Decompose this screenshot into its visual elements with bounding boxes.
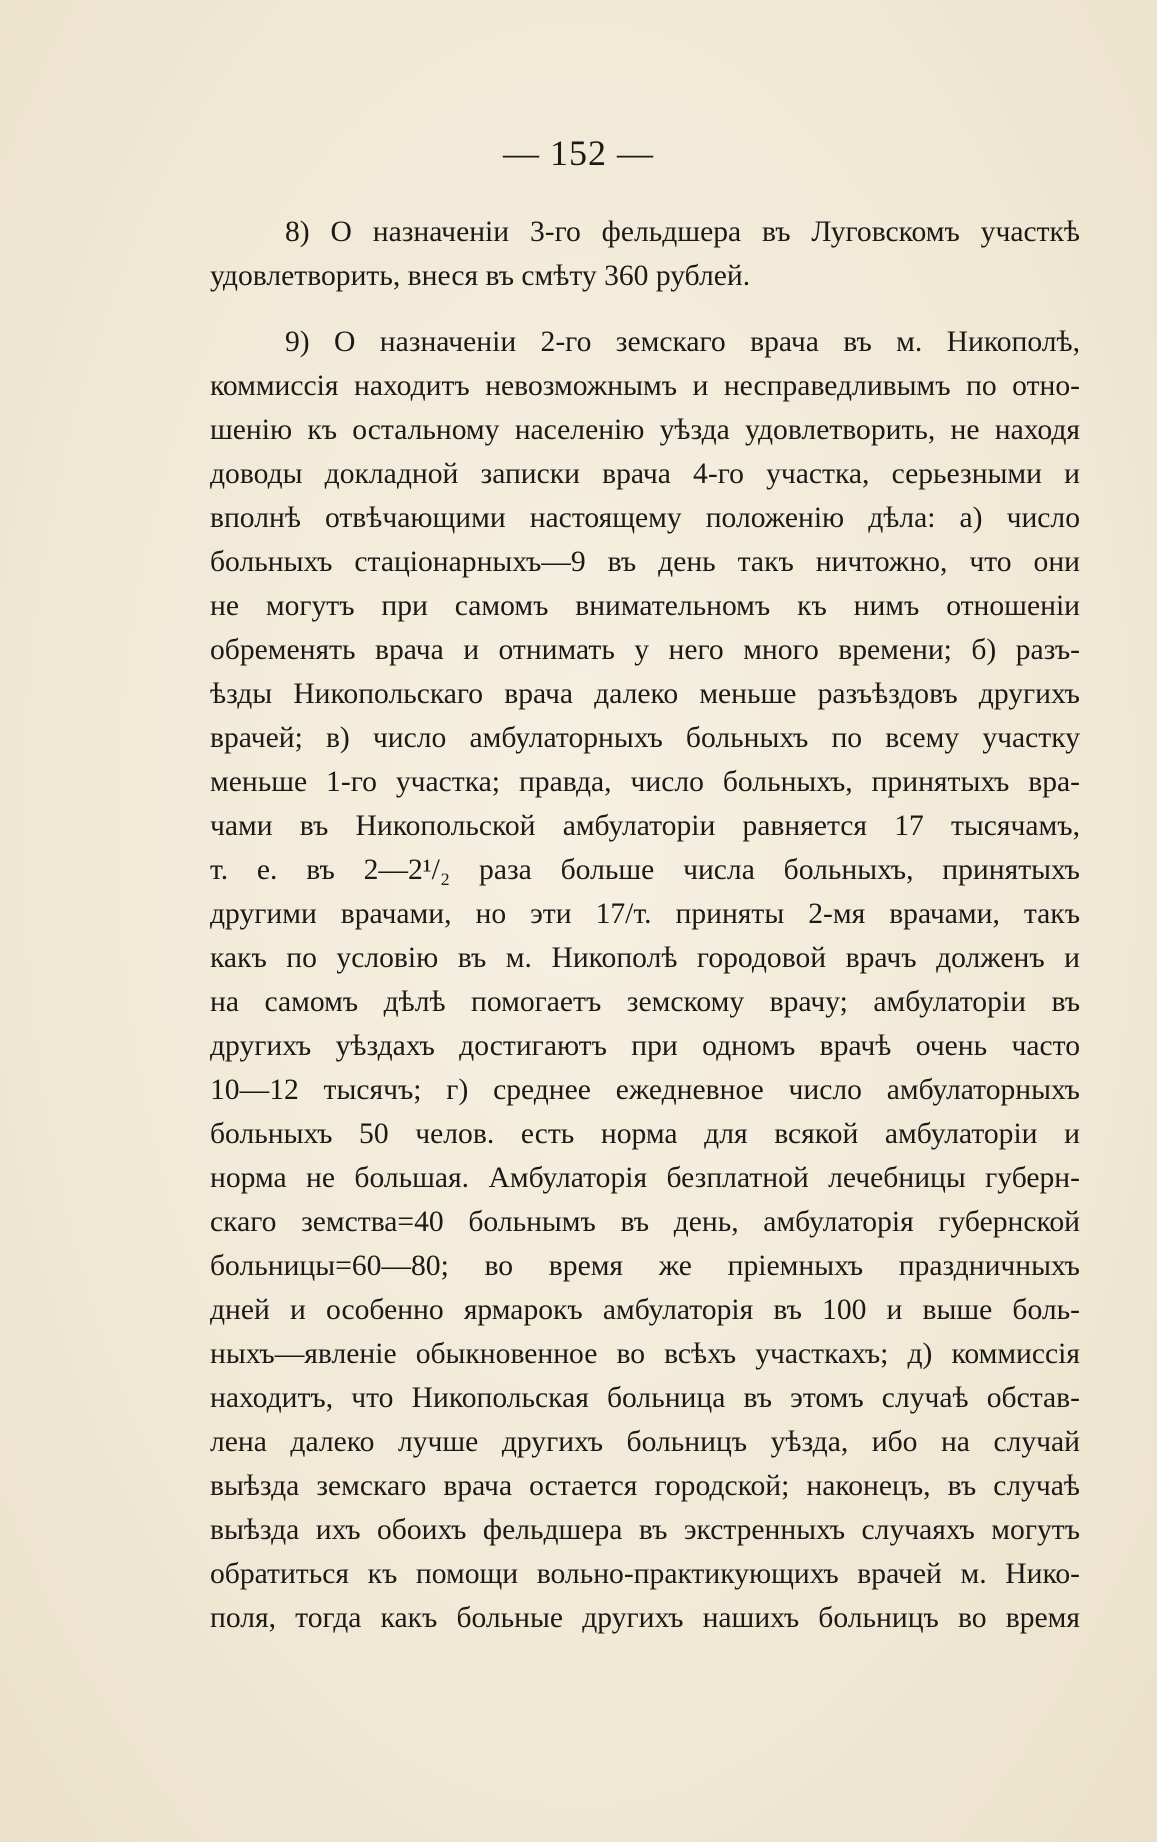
text-line: меньше 1-го участка; правда, число больныхъ, принятыхъ вра- — [210, 766, 1080, 798]
text-line: другими врачами, но эти 17/т. приняты 2-мя врачами, такъ — [210, 898, 1080, 930]
text-line: ѣзды Никопольскаго врача далеко меньше разъѣздовъ другихъ — [210, 678, 1080, 710]
text-line: 9) О назначеніи 2-го земскаго врача въ м. Никополѣ, — [285, 326, 1080, 358]
text-line: чами въ Никопольской амбулаторіи равняется 17 тысячамъ, — [210, 810, 1080, 842]
text-line: обременять врача и отнимать у него много времени; б) разъ- — [210, 634, 1080, 666]
text-line: какъ по условію въ м. Никополѣ городовой врачъ долженъ и — [210, 942, 1080, 974]
text-line: поля, тогда какъ больные другихъ нашихъ больницъ во время — [210, 1602, 1080, 1634]
text-line: выѣзда ихъ обоихъ фельдшера въ экстренныхъ случаяхъ могутъ — [210, 1514, 1080, 1546]
paragraph-8 — [210, 210, 1080, 298]
text-line: 8) О назначеніи 3-го фельдшера въ Луговскомъ участкѣ — [285, 216, 1080, 248]
text-line: ныхъ—явленіе обыкновенное во всѣхъ участкахъ; д) коммиссія — [210, 1338, 1080, 1370]
paragraph-9 — [210, 320, 1080, 1640]
text-line: норма не большая. Амбулаторія безплатной лечебницы губерн- — [210, 1162, 1080, 1194]
text-line: больныхъ 50 челов. есть норма для всякой амбулаторіи и — [210, 1118, 1080, 1150]
text-line: коммиссія находитъ невозможнымъ и несправедливымъ по отно- — [210, 370, 1080, 402]
text-line: т. е. въ 2—2¹/₂ раза больше числа больныхъ, принятыхъ — [210, 854, 1080, 886]
text-line: больницы=60—80; во время же пріемныхъ праздничныхъ — [210, 1250, 1080, 1282]
text-line: обратиться къ помощи вольно-практикующихъ врачей м. Нико- — [210, 1558, 1080, 1590]
text-line: вполнѣ отвѣчающими настоящему положенію дѣла: а) число — [210, 502, 1080, 534]
text-line: лена далеко лучше другихъ больницъ уѣзда, ибо на случай — [210, 1426, 1080, 1458]
text-line: удовлетворить, внеся въ смѣту 360 рублей. — [210, 260, 751, 292]
page-number: — 152 — — [503, 133, 654, 173]
text-line: на самомъ дѣлѣ помогаетъ земскому врачу; амбулаторіи въ — [210, 986, 1080, 1018]
text-line: выѣзда земскаго врача остается городской; наконецъ, въ случаѣ — [210, 1470, 1080, 1502]
text-line: 10—12 тысячъ; г) среднее ежедневное число амбулаторныхъ — [210, 1074, 1080, 1106]
text-line: больныхъ стаціонарныхъ—9 въ день такъ ничтожно, что они — [210, 546, 1080, 578]
text-line: дней и особенно ярмарокъ амбулаторія въ 100 и выше боль- — [210, 1294, 1080, 1326]
text-line: врачей; в) число амбулаторныхъ больныхъ по всему участку — [210, 722, 1080, 754]
text-line: не могутъ при самомъ внимательномъ къ нимъ отношеніи — [210, 590, 1080, 622]
text-line: находитъ, что Никопольская больница въ этомъ случаѣ обстав- — [210, 1382, 1080, 1414]
text-line: другихъ уѣздахъ достигаютъ при одномъ врачѣ очень часто — [210, 1030, 1080, 1062]
text-line: скаго земства=40 больнымъ въ день, амбулаторія губернской — [210, 1206, 1080, 1238]
text-line: доводы докладной записки врача 4-го участка, серьезными и — [210, 458, 1080, 490]
text-line: шенію къ остальному населенію уѣзда удовлетворить, не находя — [210, 414, 1080, 446]
